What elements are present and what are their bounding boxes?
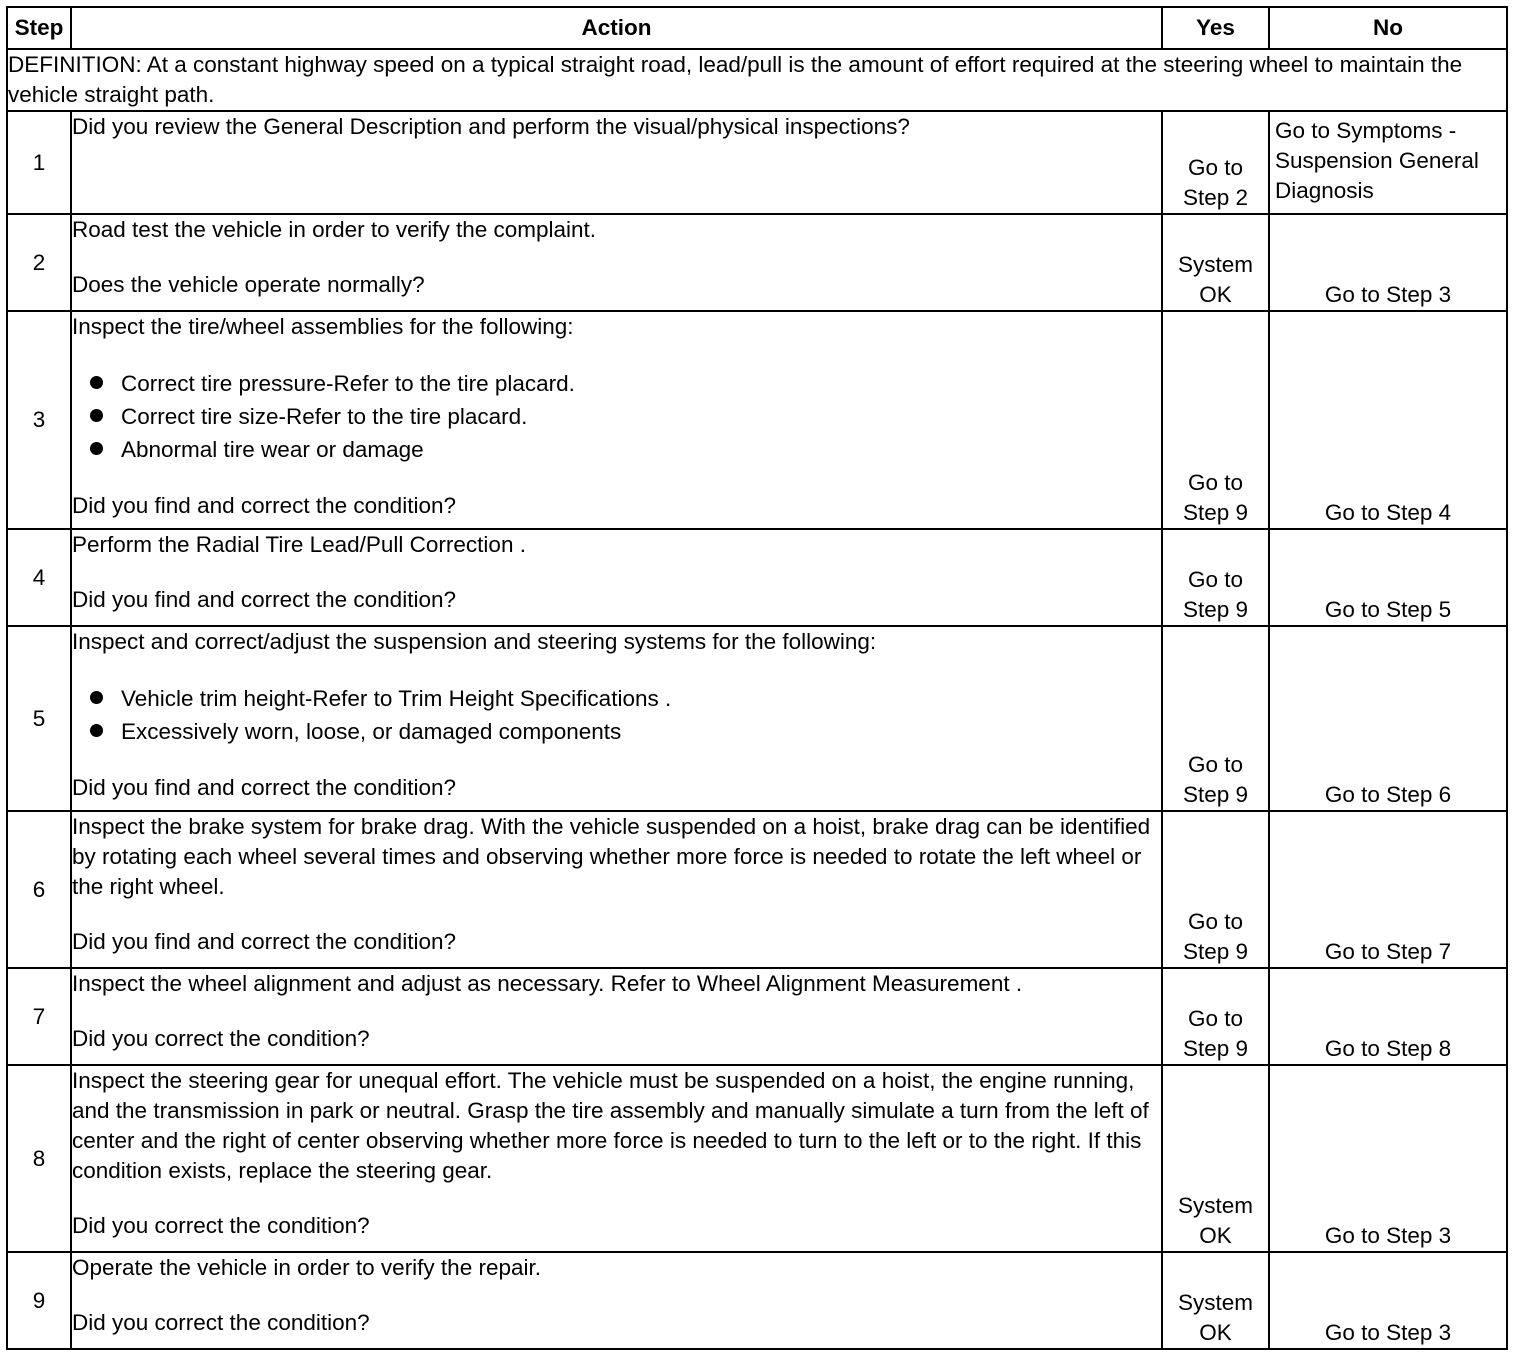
header-action: Action xyxy=(71,7,1162,49)
list-item xyxy=(89,715,1161,748)
yes-cell xyxy=(1162,811,1269,968)
list-item xyxy=(89,433,1161,466)
action-question: Did you find and correct the condition? xyxy=(72,587,456,612)
action-text: Did you review the General Description and perform the visual/physical inspections? xyxy=(72,114,910,139)
no-cell: Go to Step 3 xyxy=(1269,214,1507,311)
list-item xyxy=(89,367,1161,400)
bullet-icon xyxy=(90,724,103,737)
list-item-text: Correct tire pressure-Refer to the tire placard. xyxy=(121,371,575,396)
bullet-icon xyxy=(90,376,103,389)
header-step: Step xyxy=(7,7,71,49)
action-cell xyxy=(71,111,1162,214)
table-row xyxy=(7,811,1507,968)
action-text: Inspect the steering gear for unequal effort. The vehicle must be suspended on a hoist, the engine running, and the transmission in park or neutral. Grasp the tire assembly and manually simulate a turn from the left of center and the right of center observing whether more force is needed to turn to the left or to the right. If this condition exists, replace the steering gear. xyxy=(72,1068,1149,1183)
table-row xyxy=(7,1252,1507,1349)
action-text: Perform the Radial Tire Lead/Pull Correction . xyxy=(72,532,526,557)
yes-line: Go to xyxy=(1187,752,1244,777)
bullet-icon xyxy=(90,691,103,704)
yes-cell xyxy=(1162,111,1269,214)
yes-line: Step 9 xyxy=(1182,939,1249,964)
yes-line: System xyxy=(1177,252,1253,277)
no-cell: Go to Step 8 xyxy=(1269,968,1507,1065)
table-row xyxy=(7,111,1507,214)
yes-line: OK xyxy=(1199,1223,1232,1248)
list-item xyxy=(89,682,1161,715)
action-cell xyxy=(71,1065,1162,1252)
list-item xyxy=(89,400,1161,433)
yes-cell xyxy=(1162,311,1269,529)
header-yes: Yes xyxy=(1162,7,1269,49)
table-row xyxy=(7,214,1507,311)
action-question: Did you find and correct the condition? xyxy=(72,775,456,800)
definition-text: DEFINITION: At a constant highway speed on a typical straight road, lead/pull is the amount of effort required at the steering wheel to maintain the vehicle straight path. xyxy=(7,49,1507,111)
action-cell xyxy=(71,968,1162,1065)
step-number: 6 xyxy=(7,811,71,968)
bullet-icon xyxy=(90,409,103,422)
yes-cell xyxy=(1162,626,1269,811)
yes-line: System xyxy=(1177,1193,1253,1218)
step-number: 3 xyxy=(7,311,71,529)
yes-line: Step 9 xyxy=(1182,500,1249,525)
action-cell xyxy=(71,626,1162,811)
yes-line: Step 9 xyxy=(1182,1036,1249,1061)
yes-line: System xyxy=(1177,1290,1253,1315)
table-row xyxy=(7,1065,1507,1252)
table-row xyxy=(7,968,1507,1065)
step-number: 5 xyxy=(7,626,71,811)
no-cell: Go to Step 3 xyxy=(1269,1252,1507,1349)
bullet-list xyxy=(72,682,1161,748)
step-number: 2 xyxy=(7,214,71,311)
list-item-text: Correct tire size-Refer to the tire placard. xyxy=(121,404,528,429)
action-text: Inspect and correct/adjust the suspension and steering systems for the following: xyxy=(72,629,877,654)
yes-cell xyxy=(1162,1065,1269,1252)
no-cell: Go to Step 7 xyxy=(1269,811,1507,968)
action-text: Road test the vehicle in order to verify the complaint. xyxy=(72,217,597,242)
yes-line: Go to xyxy=(1187,470,1244,495)
header-no: No xyxy=(1269,7,1507,49)
table-row xyxy=(7,529,1507,626)
yes-cell xyxy=(1162,968,1269,1065)
list-item-text: Excessively worn, loose, or damaged components xyxy=(121,719,622,744)
yes-line: OK xyxy=(1199,282,1232,307)
no-cell: Go to Step 4 xyxy=(1269,311,1507,529)
table-row xyxy=(7,311,1507,529)
list-item-text: Vehicle trim height-Refer to Trim Height Specifications . xyxy=(121,686,672,711)
step-number: 4 xyxy=(7,529,71,626)
yes-line: Step 9 xyxy=(1182,782,1249,807)
list-item-text: Abnormal tire wear or damage xyxy=(121,437,424,462)
action-cell xyxy=(71,214,1162,311)
action-text: Inspect the wheel alignment and adjust as necessary. Refer to Wheel Alignment Measurement . xyxy=(72,971,1023,996)
diagnostic-table xyxy=(6,6,1508,1350)
yes-line: Go to xyxy=(1187,1006,1244,1031)
action-cell xyxy=(71,311,1162,529)
yes-cell xyxy=(1162,1252,1269,1349)
no-cell: Go to Symptoms - Suspension General Diagnosis xyxy=(1269,111,1507,214)
action-question: Did you correct the condition? xyxy=(72,1026,370,1051)
action-cell xyxy=(71,529,1162,626)
bullet-icon xyxy=(90,442,103,455)
definition-row xyxy=(7,49,1507,111)
action-text: Operate the vehicle in order to verify the repair. xyxy=(72,1255,541,1280)
step-number: 9 xyxy=(7,1252,71,1349)
yes-cell xyxy=(1162,214,1269,311)
step-number: 1 xyxy=(7,111,71,214)
no-cell: Go to Step 5 xyxy=(1269,529,1507,626)
action-question: Does the vehicle operate normally? xyxy=(72,272,425,297)
yes-line: OK xyxy=(1199,1320,1232,1345)
no-cell: Go to Step 6 xyxy=(1269,626,1507,811)
no-cell: Go to Step 3 xyxy=(1269,1065,1507,1252)
step-number: 8 xyxy=(7,1065,71,1252)
action-question: Did you find and correct the condition? xyxy=(72,493,456,518)
yes-cell xyxy=(1162,529,1269,626)
bullet-list xyxy=(72,367,1161,466)
yes-line: Step 2 xyxy=(1182,185,1249,210)
action-question: Did you correct the condition? xyxy=(72,1213,370,1238)
yes-line: Go to xyxy=(1187,155,1244,180)
action-cell xyxy=(71,1252,1162,1349)
yes-line: Go to xyxy=(1187,567,1244,592)
yes-line: Go to xyxy=(1187,909,1244,934)
action-question: Did you correct the condition? xyxy=(72,1310,370,1335)
action-cell xyxy=(71,811,1162,968)
header-row xyxy=(7,7,1507,49)
action-text: Inspect the brake system for brake drag. With the vehicle suspended on a hoist, brake drag can be identified by rotating each wheel several times and observing whether more force is needed to rotate the left wheel or the right wheel. xyxy=(72,814,1151,899)
action-text: Inspect the tire/wheel assemblies for the following: xyxy=(72,314,574,339)
step-number: 7 xyxy=(7,968,71,1065)
yes-line: Step 9 xyxy=(1182,597,1249,622)
table-row xyxy=(7,626,1507,811)
action-question: Did you find and correct the condition? xyxy=(72,929,456,954)
